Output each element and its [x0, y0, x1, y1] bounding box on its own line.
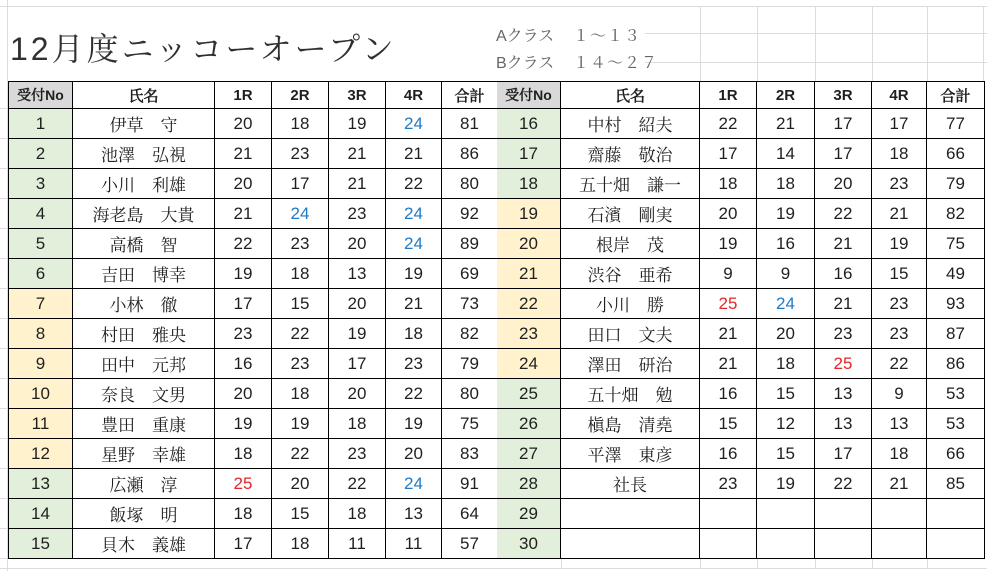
cell-1r[interactable]: 19	[215, 409, 272, 439]
cell-no[interactable]: 20	[497, 229, 561, 259]
cell-2r[interactable]: 23	[272, 349, 329, 379]
gridline	[0, 348, 7, 349]
cell-1r[interactable]: 16	[700, 379, 757, 409]
table-row	[9, 409, 498, 439]
gridline	[561, 558, 562, 568]
table-row	[497, 469, 985, 499]
gridline	[0, 528, 7, 529]
cell-name[interactable]: 田中 元邦	[73, 349, 215, 379]
table-row	[9, 499, 498, 529]
cell-2r[interactable]: 15	[272, 499, 329, 529]
gridline	[872, 6, 873, 81]
cell-1r[interactable]	[700, 499, 757, 529]
cell-2r[interactable]: 15	[272, 289, 329, 319]
cell-4r[interactable]: 23	[872, 319, 927, 349]
cell-2r[interactable]: 24	[272, 199, 329, 229]
score-table-right	[497, 81, 985, 559]
cell-2r[interactable]: 23	[272, 139, 329, 169]
cell-name[interactable]: 貝木 義雄	[73, 529, 215, 559]
cell-total[interactable]: 82	[927, 199, 985, 229]
gridline	[0, 378, 7, 379]
cell-3r[interactable]: 13	[815, 379, 872, 409]
cell-total[interactable]: 80	[442, 169, 498, 199]
cell-name[interactable]: 石濱 剛実	[561, 199, 700, 229]
cell-name[interactable]: 小川 勝	[561, 289, 700, 319]
cell-2r[interactable]: 24	[757, 289, 815, 319]
cell-4r[interactable]: 11	[386, 529, 442, 559]
table-row	[9, 319, 498, 349]
table-row	[9, 349, 498, 379]
gridline	[700, 558, 701, 568]
gridline	[983, 6, 984, 81]
table-row	[9, 379, 498, 409]
table-row	[9, 469, 498, 499]
cell-name[interactable]: 齋藤 敬治	[561, 139, 700, 169]
cell-no[interactable]: 18	[497, 169, 561, 199]
cell-total[interactable]: 93	[927, 289, 985, 319]
cell-3r[interactable]: 22	[329, 469, 386, 499]
cell-3r[interactable]: 11	[329, 529, 386, 559]
cell-2r[interactable]: 18	[757, 169, 815, 199]
cell-4r[interactable]: 19	[386, 409, 442, 439]
cell-4r[interactable]: 17	[872, 109, 927, 139]
cell-no[interactable]: 14	[9, 499, 73, 529]
score-table-left	[8, 81, 498, 559]
cell-4r[interactable]	[872, 499, 927, 529]
cell-4r[interactable]: 21	[386, 139, 442, 169]
cell-1r[interactable]: 17	[215, 529, 272, 559]
cell-name[interactable]: 星野 幸雄	[73, 439, 215, 469]
cell-3r[interactable]: 20	[329, 289, 386, 319]
cell-name[interactable]	[561, 499, 700, 529]
cell-3r[interactable]: 18	[329, 499, 386, 529]
cell-2r[interactable]	[757, 529, 815, 559]
gridline	[815, 558, 816, 568]
table-row	[497, 199, 985, 229]
cell-no[interactable]: 22	[497, 289, 561, 319]
cell-2r[interactable]: 18	[272, 529, 329, 559]
cell-1r[interactable]: 25	[215, 469, 272, 499]
cell-total[interactable]: 79	[927, 169, 985, 199]
cell-3r[interactable]: 23	[329, 199, 386, 229]
cell-3r[interactable]: 13	[329, 259, 386, 289]
cell-1r[interactable]: 19	[215, 259, 272, 289]
cell-4r[interactable]: 18	[872, 139, 927, 169]
cell-no[interactable]: 1	[9, 109, 73, 139]
class-b-note[interactable]	[496, 50, 658, 77]
cell-2r[interactable]: 15	[757, 439, 815, 469]
gridline	[815, 6, 816, 81]
gridline	[0, 6, 987, 7]
gridline	[0, 468, 7, 469]
cell-total[interactable]: 87	[927, 319, 985, 349]
cell-name[interactable]: 海老島 大貴	[73, 199, 215, 229]
cell-1r[interactable]: 22	[700, 109, 757, 139]
cell-total[interactable]: 49	[927, 259, 985, 289]
class-b-range: １４～２７	[573, 55, 659, 72]
cell-2r[interactable]: 19	[757, 199, 815, 229]
cell-no[interactable]: 10	[9, 379, 73, 409]
cell-2r[interactable]: 20	[272, 469, 329, 499]
cell-1r[interactable]: 21	[700, 349, 757, 379]
cell-2r[interactable]: 18	[272, 259, 329, 289]
cell-1r[interactable]: 20	[215, 109, 272, 139]
cell-3r[interactable]: 20	[329, 229, 386, 259]
table-row	[9, 139, 498, 169]
cell-no[interactable]: 8	[9, 319, 73, 349]
cell-4r[interactable]: 21	[872, 469, 927, 499]
cell-name[interactable]: 小林 徹	[73, 289, 215, 319]
cell-total[interactable]: 81	[442, 109, 498, 139]
gridline	[0, 258, 7, 259]
cell-3r[interactable]: 20	[329, 379, 386, 409]
cell-total[interactable]	[927, 499, 985, 529]
cell-name[interactable]: 伊草 守	[73, 109, 215, 139]
table-row	[497, 289, 985, 319]
gridline	[0, 568, 987, 569]
cell-name[interactable]	[561, 529, 700, 559]
cell-total[interactable]: 53	[927, 379, 985, 409]
gridline	[700, 6, 701, 81]
gridline	[872, 558, 873, 568]
gridline	[0, 108, 7, 109]
table-row	[497, 139, 985, 169]
cell-no[interactable]: 21	[497, 259, 561, 289]
cell-name[interactable]: 中村 紹夫	[561, 109, 700, 139]
table-row	[9, 439, 498, 469]
cell-no[interactable]: 3	[9, 169, 73, 199]
header-row	[9, 82, 498, 109]
cell-total[interactable]: 75	[442, 409, 498, 439]
table-row	[9, 289, 498, 319]
cell-name[interactable]: 奈良 文男	[73, 379, 215, 409]
cell-2r[interactable]: 18	[757, 349, 815, 379]
cell-no[interactable]: 29	[497, 499, 561, 529]
cell-3r[interactable]: 21	[329, 169, 386, 199]
gridline	[0, 198, 7, 199]
cell-total[interactable]: 75	[927, 229, 985, 259]
cell-name[interactable]: 池澤 弘視	[73, 139, 215, 169]
cell-total[interactable]: 89	[442, 229, 498, 259]
cell-no[interactable]: 16	[497, 109, 561, 139]
header-cell-2r[interactable]: 2R	[272, 82, 329, 109]
gridline	[0, 438, 7, 439]
gridline	[757, 558, 758, 568]
cell-1r[interactable]: 18	[700, 169, 757, 199]
header-cell-3r[interactable]: 3R	[815, 82, 872, 109]
cell-total[interactable]: 77	[927, 109, 985, 139]
cell-4r[interactable]: 24	[386, 109, 442, 139]
header-cell-name[interactable]: 氏名	[561, 82, 700, 109]
cell-1r[interactable]	[700, 529, 757, 559]
cell-2r[interactable]: 12	[757, 409, 815, 439]
cell-name[interactable]: 小川 利雄	[73, 169, 215, 199]
gridline	[0, 498, 7, 499]
header-cell-4r[interactable]: 4R	[386, 82, 442, 109]
cell-3r[interactable]: 23	[815, 319, 872, 349]
header-cell-4r[interactable]: 4R	[872, 82, 927, 109]
cell-total[interactable]: 64	[442, 499, 498, 529]
table-row	[497, 349, 985, 379]
cell-no[interactable]: 11	[9, 409, 73, 439]
cell-total[interactable]	[927, 529, 985, 559]
cell-name[interactable]: 広瀬 淳	[73, 469, 215, 499]
table-row	[497, 499, 985, 529]
cell-3r[interactable]: 21	[329, 139, 386, 169]
gridline	[645, 62, 987, 63]
cell-total[interactable]: 83	[442, 439, 498, 469]
cell-no[interactable]: 5	[9, 229, 73, 259]
cell-4r[interactable]: 18	[386, 319, 442, 349]
table-row	[497, 109, 985, 139]
cell-total[interactable]: 86	[927, 349, 985, 379]
cell-2r[interactable]: 22	[272, 319, 329, 349]
cell-2r[interactable]: 14	[757, 139, 815, 169]
cell-4r[interactable]: 21	[386, 289, 442, 319]
cell-total[interactable]: 66	[927, 439, 985, 469]
header-row	[497, 82, 985, 109]
cell-name[interactable]: 渋谷 亜希	[561, 259, 700, 289]
cell-name[interactable]: 平澤 東彦	[561, 439, 700, 469]
cell-total[interactable]: 86	[442, 139, 498, 169]
cell-total[interactable]: 80	[442, 379, 498, 409]
cell-3r[interactable]: 19	[329, 319, 386, 349]
cell-4r[interactable]: 24	[386, 469, 442, 499]
class-b-label: Bクラス	[496, 55, 555, 72]
cell-1r[interactable]: 18	[215, 499, 272, 529]
cell-4r[interactable]: 19	[872, 229, 927, 259]
cell-name[interactable]: 澤田 研治	[561, 349, 700, 379]
table-row	[497, 409, 985, 439]
class-a-range: １～１３	[573, 28, 642, 45]
cell-2r[interactable]: 21	[757, 109, 815, 139]
cell-1r[interactable]: 19	[700, 229, 757, 259]
table-row	[497, 169, 985, 199]
header-cell-total[interactable]: 合計	[442, 82, 498, 109]
cell-no[interactable]: 27	[497, 439, 561, 469]
cell-1r[interactable]: 16	[700, 439, 757, 469]
cell-total[interactable]: 66	[927, 139, 985, 169]
cell-3r[interactable]	[815, 499, 872, 529]
cell-2r[interactable]: 18	[272, 109, 329, 139]
cell-4r[interactable]: 19	[386, 259, 442, 289]
cell-no[interactable]: 25	[497, 379, 561, 409]
cell-name[interactable]: 槇島 清堯	[561, 409, 700, 439]
cell-1r[interactable]: 22	[215, 229, 272, 259]
cell-4r[interactable]: 18	[872, 439, 927, 469]
cell-no[interactable]: 9	[9, 349, 73, 379]
cell-4r[interactable]: 15	[872, 259, 927, 289]
cell-2r[interactable]: 19	[272, 409, 329, 439]
cell-2r[interactable]	[757, 499, 815, 529]
header-cell-3r[interactable]: 3R	[329, 82, 386, 109]
header-cell-no[interactable]: 受付No	[497, 82, 561, 109]
cell-name[interactable]: 飯塚 明	[73, 499, 215, 529]
gridline	[927, 558, 928, 568]
header-cell-2r[interactable]: 2R	[757, 82, 815, 109]
cell-no[interactable]: 12	[9, 439, 73, 469]
cell-name[interactable]: 五十畑 謙一	[561, 169, 700, 199]
header-cell-no[interactable]: 受付No	[9, 82, 73, 109]
cell-3r[interactable]: 13	[815, 409, 872, 439]
gridline	[757, 6, 758, 81]
cell-name[interactable]: 根岸 茂	[561, 229, 700, 259]
cell-3r[interactable]: 21	[815, 289, 872, 319]
cell-1r[interactable]: 20	[700, 199, 757, 229]
cell-no[interactable]: 7	[9, 289, 73, 319]
header-cell-1r[interactable]: 1R	[700, 82, 757, 109]
cell-no[interactable]: 13	[9, 469, 73, 499]
header-cell-name[interactable]: 氏名	[73, 82, 215, 109]
table-row	[497, 319, 985, 349]
header-cell-1r[interactable]: 1R	[215, 82, 272, 109]
cell-name[interactable]: 吉田 博幸	[73, 259, 215, 289]
cell-3r[interactable]: 25	[815, 349, 872, 379]
cell-3r[interactable]: 22	[815, 469, 872, 499]
cell-2r[interactable]: 19	[757, 469, 815, 499]
cell-4r[interactable]: 9	[872, 379, 927, 409]
cell-1r[interactable]: 17	[700, 139, 757, 169]
cell-1r[interactable]: 16	[215, 349, 272, 379]
class-a-note[interactable]	[496, 23, 658, 50]
cell-total[interactable]: 53	[927, 409, 985, 439]
gridline	[0, 288, 7, 289]
cell-4r[interactable]: 23	[386, 349, 442, 379]
class-a-label: Aクラス	[496, 28, 555, 45]
cell-4r[interactable]: 24	[386, 229, 442, 259]
cell-2r[interactable]: 22	[272, 439, 329, 469]
table-row	[9, 109, 498, 139]
cell-4r[interactable]: 22	[386, 379, 442, 409]
cell-no[interactable]: 26	[497, 409, 561, 439]
cell-no[interactable]: 23	[497, 319, 561, 349]
table-row	[9, 259, 498, 289]
cell-2r[interactable]: 15	[757, 379, 815, 409]
cell-total[interactable]: 85	[927, 469, 985, 499]
cell-name[interactable]: 豊田 重康	[73, 409, 215, 439]
gridline	[0, 408, 7, 409]
cell-3r[interactable]: 17	[815, 439, 872, 469]
cell-total[interactable]: 57	[442, 529, 498, 559]
cell-1r[interactable]: 23	[215, 319, 272, 349]
cell-4r[interactable]: 23	[872, 169, 927, 199]
gridline	[0, 318, 7, 319]
cell-no[interactable]: 17	[497, 139, 561, 169]
cell-2r[interactable]: 17	[272, 169, 329, 199]
cell-4r[interactable]: 21	[872, 199, 927, 229]
cell-3r[interactable]	[815, 529, 872, 559]
class-note	[496, 23, 658, 77]
table-row	[9, 169, 498, 199]
cell-no[interactable]: 24	[497, 349, 561, 379]
cell-1r[interactable]: 21	[215, 199, 272, 229]
gridline	[0, 168, 7, 169]
gridline	[0, 558, 7, 559]
table-row	[9, 199, 498, 229]
header-cell-total[interactable]: 合計	[927, 82, 985, 109]
cell-total[interactable]: 69	[442, 259, 498, 289]
gridline	[645, 33, 987, 34]
cell-3r[interactable]: 17	[815, 109, 872, 139]
cell-1r[interactable]: 17	[215, 289, 272, 319]
cell-1r[interactable]: 15	[700, 409, 757, 439]
cell-2r[interactable]: 9	[757, 259, 815, 289]
cell-2r[interactable]: 20	[757, 319, 815, 349]
cell-no[interactable]: 28	[497, 469, 561, 499]
cell-4r[interactable]: 23	[872, 289, 927, 319]
cell-2r[interactable]: 18	[272, 379, 329, 409]
cell-no[interactable]: 2	[9, 139, 73, 169]
cell-1r[interactable]: 21	[215, 139, 272, 169]
cell-no[interactable]: 30	[497, 529, 561, 559]
cell-name[interactable]: 村田 雅央	[73, 319, 215, 349]
cell-4r[interactable]: 13	[386, 499, 442, 529]
cell-total[interactable]: 79	[442, 349, 498, 379]
cell-3r[interactable]: 18	[329, 409, 386, 439]
cell-total[interactable]: 82	[442, 319, 498, 349]
cell-4r[interactable]: 24	[386, 199, 442, 229]
cell-3r[interactable]: 23	[329, 439, 386, 469]
cell-4r[interactable]: 13	[872, 409, 927, 439]
cell-total[interactable]: 91	[442, 469, 498, 499]
cell-1r[interactable]: 23	[700, 469, 757, 499]
cell-1r[interactable]: 21	[700, 319, 757, 349]
gridline	[0, 138, 7, 139]
cell-total[interactable]: 92	[442, 199, 498, 229]
cell-3r[interactable]: 19	[329, 109, 386, 139]
cell-4r[interactable]: 20	[386, 439, 442, 469]
cell-no[interactable]: 6	[9, 259, 73, 289]
cell-4r[interactable]	[872, 529, 927, 559]
gridline	[0, 228, 7, 229]
cell-4r[interactable]: 22	[872, 349, 927, 379]
cell-no[interactable]: 4	[9, 199, 73, 229]
cell-3r[interactable]: 16	[815, 259, 872, 289]
cell-no[interactable]: 15	[9, 529, 73, 559]
cell-name[interactable]: 高橋 智	[73, 229, 215, 259]
table-row	[497, 259, 985, 289]
cell-3r[interactable]: 21	[815, 229, 872, 259]
cell-3r[interactable]: 22	[815, 199, 872, 229]
cell-1r[interactable]: 25	[700, 289, 757, 319]
cell-3r[interactable]: 17	[329, 349, 386, 379]
cell-name[interactable]: 社長	[561, 469, 700, 499]
table-row	[497, 379, 985, 409]
gridline	[927, 6, 928, 81]
cell-name[interactable]: 五十畑 勉	[561, 379, 700, 409]
cell-4r[interactable]: 22	[386, 169, 442, 199]
cell-no[interactable]: 19	[497, 199, 561, 229]
cell-3r[interactable]: 17	[815, 139, 872, 169]
cell-2r[interactable]: 23	[272, 229, 329, 259]
table-row	[9, 229, 498, 259]
table-row	[497, 229, 985, 259]
cell-3r[interactable]: 20	[815, 169, 872, 199]
cell-total[interactable]: 73	[442, 289, 498, 319]
cell-1r[interactable]: 20	[215, 379, 272, 409]
cell-1r[interactable]: 20	[215, 169, 272, 199]
cell-1r[interactable]: 18	[215, 439, 272, 469]
table-row	[9, 529, 498, 559]
cell-name[interactable]: 田口 文夫	[561, 319, 700, 349]
table-row	[497, 439, 985, 469]
page-title[interactable]: 12月度ニッコーオープン	[10, 31, 397, 67]
cell-1r[interactable]: 9	[700, 259, 757, 289]
cell-2r[interactable]: 16	[757, 229, 815, 259]
table-row	[497, 529, 985, 559]
